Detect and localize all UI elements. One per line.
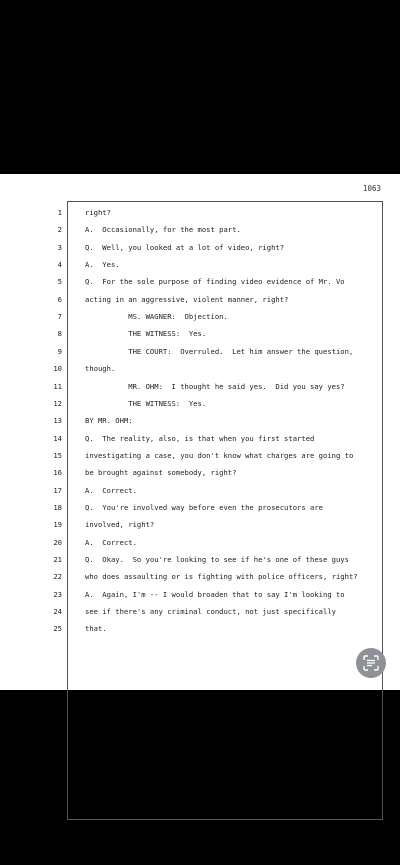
transcript-line <box>0 273 400 290</box>
transcript-line <box>0 586 400 603</box>
line-text: right? <box>85 208 111 217</box>
line-number: 19 <box>53 520 62 530</box>
transcript-line <box>0 239 400 256</box>
line-number: 20 <box>53 537 62 547</box>
transcript-line <box>0 325 400 342</box>
transcript-line <box>0 620 400 637</box>
transcript-line <box>0 291 400 308</box>
line-number: 25 <box>53 624 62 634</box>
transcript-line <box>0 516 400 533</box>
line-text: acting in an aggressive, violent manner, right? <box>85 294 289 304</box>
transcript-line <box>0 412 400 429</box>
transcript-line <box>0 221 400 238</box>
line-text: A. Yes. <box>85 260 120 270</box>
transcript-page <box>0 174 400 690</box>
line-number: 13 <box>53 416 62 426</box>
transcript-line <box>0 603 400 620</box>
line-number: 14 <box>53 433 62 443</box>
line-text: Q. Okay. So you're looking to see if he's one of these guys <box>85 555 349 564</box>
line-text: THE COURT: Overruled. Let him answer the question, <box>85 346 354 356</box>
line-number: 3 <box>57 242 62 252</box>
line-number: 21 <box>53 555 62 564</box>
transcript-line <box>0 551 400 568</box>
line-number: 7 <box>57 312 62 322</box>
line-number: 6 <box>57 294 62 304</box>
line-text: who does assaulting or is fighting with police officers, right? <box>85 572 358 582</box>
transcript-line <box>0 499 400 516</box>
transcript-line <box>0 482 400 499</box>
line-text: MS. WAGNER: Objection. <box>85 312 228 322</box>
line-text: see if there's any criminal conduct, not just specifically <box>85 607 336 617</box>
line-number: 2 <box>57 225 62 235</box>
line-text: investigating a case, you don't know what charges are going to <box>85 450 354 460</box>
line-number: 17 <box>53 485 62 495</box>
page-number: 1063 <box>362 184 381 193</box>
line-text: Q. You're involved way before even the prosecutors are <box>85 502 323 512</box>
line-number: 16 <box>53 468 62 478</box>
line-text: THE WITNESS: Yes. <box>85 329 207 339</box>
transcript-line <box>0 378 400 395</box>
line-text: BY MR. OHM: <box>85 416 133 426</box>
line-number: 4 <box>57 260 62 270</box>
transcript-line <box>0 204 400 221</box>
transcript-line <box>0 430 400 447</box>
line-text: though. <box>85 364 116 374</box>
line-text: Q. For the sole purpose of finding video evidence of Mr. Vo <box>85 277 345 287</box>
transcript-line <box>0 534 400 551</box>
transcript-line <box>0 464 400 481</box>
line-number: 5 <box>57 277 62 287</box>
line-number: 23 <box>53 589 62 599</box>
line-number: 1 <box>57 208 62 217</box>
transcript-line <box>0 360 400 377</box>
line-number: 11 <box>53 381 62 391</box>
transcript-line <box>0 343 400 360</box>
transcript-line <box>0 256 400 273</box>
line-number: 12 <box>53 398 62 408</box>
line-text: A. Correct. <box>85 485 137 495</box>
line-text: A. Correct. <box>85 537 137 547</box>
line-text: A. Occasionally, for the most part. <box>85 225 241 235</box>
line-text: that. <box>85 624 107 634</box>
line-number: 18 <box>53 502 62 512</box>
transcript-line <box>0 447 400 464</box>
line-number: 10 <box>53 364 62 374</box>
line-number: 24 <box>53 607 62 617</box>
line-number: 9 <box>57 346 62 356</box>
line-number: 15 <box>53 450 62 460</box>
line-text: Q. The reality, also, is that when you first started <box>85 433 315 443</box>
text-scan-icon <box>362 654 380 672</box>
line-text: A. Again, I'm -- I would broaden that to say I'm looking to <box>85 589 345 599</box>
line-number: 8 <box>57 329 62 339</box>
text-recognition-button[interactable] <box>356 648 386 678</box>
transcript-line <box>0 395 400 412</box>
line-text: be brought against somebody, right? <box>85 468 237 478</box>
line-text: MR. OHM: I thought he said yes. Did you say yes? <box>85 381 345 391</box>
transcript-line <box>0 568 400 585</box>
line-text: THE WITNESS: Yes. <box>85 398 207 408</box>
transcript-line <box>0 308 400 325</box>
line-text: involved, right? <box>85 520 155 530</box>
line-text: Q. Well, you looked at a lot of video, right? <box>85 242 285 252</box>
line-number: 22 <box>53 572 62 582</box>
